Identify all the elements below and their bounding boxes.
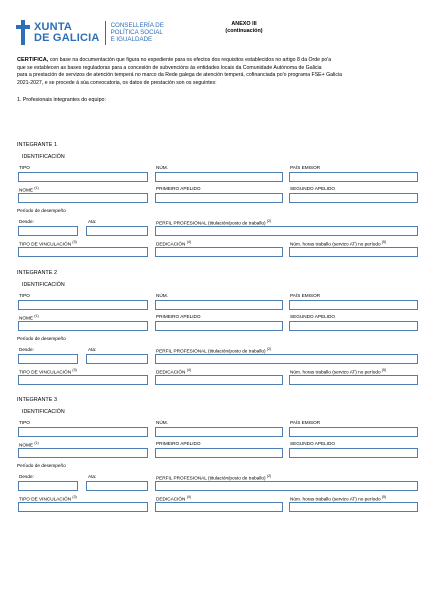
perfil-label-note: (2) — [266, 219, 272, 223]
integrante-title: INTEGRANTE 2 — [17, 270, 58, 276]
nome-label — [19, 186, 39, 193]
cert-line: para a prestación de servizos de atención temperá no marco da Rede galega de atención temperá, cofinanciada po'o programa FSE+ Galicia — [17, 72, 342, 79]
primeiro-apelido-field[interactable] — [155, 448, 283, 458]
primeiro-apelido-label-text: PRIMEIRO APELIDO — [156, 186, 201, 191]
tipo-field[interactable] — [18, 172, 148, 182]
identification-heading: IDENTIFICACIÓN — [22, 154, 65, 160]
periodo-label — [17, 208, 66, 213]
nome-field[interactable] — [18, 321, 148, 331]
num-label — [156, 293, 168, 298]
tipo-label-text: TIPO — [19, 293, 30, 298]
nome-label-note: (1) — [34, 314, 39, 318]
vinculacion-label-note: (3) — [72, 368, 77, 372]
ata-label-text: Ata: — [88, 474, 97, 479]
vinculacion-field[interactable] — [18, 375, 148, 385]
perfil-label — [156, 474, 271, 481]
primeiro-apelido-field[interactable] — [155, 193, 283, 203]
horas-label-note: (5) — [381, 495, 387, 499]
desde-field[interactable] — [18, 226, 78, 236]
vinculacion-label — [19, 240, 77, 247]
segundo-apelido-label — [290, 314, 335, 319]
vinculacion-field[interactable] — [18, 502, 148, 512]
tipo-label — [19, 293, 30, 298]
ata-field[interactable] — [86, 354, 148, 364]
pais-field[interactable] — [289, 427, 418, 437]
horas-label-note: (5) — [381, 368, 387, 372]
ata-label-text: Ata: — [88, 219, 97, 224]
dedicacion-field[interactable] — [155, 502, 283, 512]
nome-label-note: (1) — [34, 441, 39, 445]
ata-label-text: Ata: — [88, 347, 97, 352]
dedicacion-label-text: DEDICACIÓN — [156, 369, 186, 375]
nome-label-text: NOME — [19, 315, 34, 321]
tipo-field[interactable] — [18, 300, 148, 310]
segundo-apelido-field[interactable] — [289, 193, 418, 203]
pais-label-text: PAÍS EMISOR — [290, 165, 321, 170]
horas-label-text: Núm. horas traballo (servizo AT) no período — [290, 369, 381, 375]
num-label-text: NÚM. — [156, 420, 168, 425]
pais-label — [290, 420, 320, 425]
horas-label — [290, 240, 386, 247]
nome-field[interactable] — [18, 448, 148, 458]
perfil-field[interactable] — [155, 354, 418, 364]
desde-label — [19, 474, 34, 479]
vinculacion-label-note: (3) — [72, 240, 77, 244]
horas-label-text: Núm. horas traballo (servizo AT) no período — [290, 241, 381, 247]
logo-separator — [105, 21, 106, 45]
tipo-label — [19, 420, 30, 425]
vinculacion-label — [19, 368, 77, 375]
logo-department: CONSELLERÍA DE POLÍTICA SOCIAL E IGUALDADE — [110, 21, 164, 44]
tipo-label-text: TIPO — [19, 165, 30, 170]
tipo-label-text: TIPO — [19, 420, 30, 425]
dedicacion-label — [156, 495, 191, 502]
num-field[interactable] — [155, 427, 283, 437]
segundo-apelido-field[interactable] — [289, 448, 418, 458]
vinculacion-label-text: TIPO DE VINCULACIÓN — [19, 496, 72, 502]
dedicacion-label-note: (4) — [186, 495, 192, 499]
identification-heading: IDENTIFICACIÓN — [22, 282, 65, 288]
primeiro-apelido-label — [156, 186, 201, 191]
ata-label — [88, 347, 96, 352]
certification-text — [17, 57, 419, 87]
primeiro-apelido-field[interactable] — [155, 321, 283, 331]
pais-field[interactable] — [289, 172, 418, 182]
cert-line: con base na documentación que figura no expediente para os efectos dos requisitos establecidos no artigo 8 da Orde po'a — [48, 57, 332, 63]
pais-label — [290, 293, 320, 298]
ata-field[interactable] — [86, 226, 148, 236]
num-label — [156, 420, 168, 425]
periodo-label-text: Período de desempeño — [17, 208, 66, 213]
horas-field[interactable] — [289, 375, 418, 385]
segundo-apelido-label-text: SEGUNDO APELIDO — [290, 441, 336, 446]
horas-label — [290, 368, 386, 375]
desde-label — [19, 347, 34, 352]
horas-label — [290, 495, 386, 502]
cert-line: 2021-2027, e se procede á súa convocatoria, os datos de prestación son os seguintes: — [17, 79, 217, 86]
ata-field[interactable] — [86, 481, 148, 491]
perfil-field[interactable] — [155, 226, 418, 236]
primeiro-apelido-label — [156, 314, 201, 319]
segundo-apelido-label-text: SEGUNDO APELIDO — [290, 186, 336, 191]
perfil-field[interactable] — [155, 481, 418, 491]
vinculacion-label-note: (3) — [72, 495, 77, 499]
segundo-apelido-label — [290, 186, 335, 191]
horas-field[interactable] — [289, 502, 418, 512]
perfil-label — [156, 347, 271, 354]
nome-label-text: NOME — [19, 442, 34, 448]
dedicacion-label-text: DEDICACIÓN — [156, 496, 186, 502]
vinculacion-field[interactable] — [18, 247, 148, 257]
vinculacion-label — [19, 495, 77, 502]
dedicacion-label-text: DEDICACIÓN — [156, 241, 186, 247]
perfil-label-text: PERFIL PROFESIONAL (titulación/posto de traballo) — [156, 348, 266, 354]
annex-subtitle: (continuación) — [225, 28, 263, 34]
desde-label — [19, 219, 34, 224]
identification-heading: IDENTIFICACIÓN — [22, 409, 65, 415]
nome-label-note: (1) — [34, 186, 39, 190]
vinculacion-label-text: TIPO DE VINCULACIÓN — [19, 241, 72, 247]
periodo-label — [17, 336, 66, 341]
nome-label — [19, 441, 39, 448]
dedicacion-field[interactable] — [155, 247, 283, 257]
annex-heading — [212, 21, 276, 35]
segundo-apelido-label-text: SEGUNDO APELIDO — [290, 314, 336, 319]
nome-field[interactable] — [18, 193, 148, 203]
desde-label-text: Desde: — [19, 347, 34, 352]
num-field[interactable] — [155, 300, 283, 310]
ata-label — [88, 219, 96, 224]
dedicacion-label-note: (4) — [186, 240, 192, 244]
galicia-cross-icon — [16, 20, 30, 45]
num-field[interactable] — [155, 172, 283, 182]
periodo-label-text: Período de desempeño — [17, 336, 66, 341]
xunta-logo — [16, 20, 164, 45]
num-label-text: NÚM. — [156, 293, 168, 298]
pais-label — [290, 165, 320, 170]
section-title: 1. Profesionais integrantes do equipo: — [17, 97, 106, 103]
nome-label-text: NOME — [19, 187, 34, 193]
horas-label-text: Núm. horas traballo (servizo AT) no período — [290, 496, 381, 502]
perfil-label-text: PERFIL PROFESIONAL (titulación/posto de traballo) — [156, 220, 266, 226]
dedicacion-label — [156, 368, 191, 375]
num-label — [156, 165, 168, 170]
integrante-title: INTEGRANTE 3 — [17, 397, 58, 403]
nome-label — [19, 314, 39, 321]
annex-title: ANEXO III — [231, 21, 257, 27]
logo-main-text: XUNTA DE GALICIA — [34, 20, 100, 44]
vinculacion-label-text: TIPO DE VINCULACIÓN — [19, 369, 72, 375]
desde-field[interactable] — [18, 481, 78, 491]
num-label-text: NÚM. — [156, 165, 168, 170]
perfil-label-note: (2) — [266, 474, 272, 478]
segundo-apelido-field[interactable] — [289, 321, 418, 331]
horas-field[interactable] — [289, 247, 418, 257]
dedicacion-field[interactable] — [155, 375, 283, 385]
perfil-label — [156, 219, 271, 226]
ata-label — [88, 474, 96, 479]
perfil-label-text: PERFIL PROFESIONAL (titulación/posto de traballo) — [156, 475, 266, 481]
pais-field[interactable] — [289, 300, 418, 310]
desde-field[interactable] — [18, 354, 78, 364]
periodo-label — [17, 463, 66, 468]
periodo-label-text: Período de desempeño — [17, 463, 66, 468]
desde-label-text: Desde: — [19, 219, 34, 224]
certification-lead: CERTIFICA, — [17, 57, 49, 63]
horas-label-note: (5) — [381, 240, 387, 244]
integrante-title: INTEGRANTE 1 — [17, 142, 58, 148]
primeiro-apelido-label-text: PRIMEIRO APELIDO — [156, 441, 201, 446]
desde-label-text: Desde: — [19, 474, 34, 479]
pais-label-text: PAÍS EMISOR — [290, 293, 321, 298]
perfil-label-note: (2) — [266, 347, 272, 351]
pais-label-text: PAÍS EMISOR — [290, 420, 321, 425]
segundo-apelido-label — [290, 441, 335, 446]
tipo-label — [19, 165, 30, 170]
primeiro-apelido-label — [156, 441, 201, 446]
dedicacion-label — [156, 240, 191, 247]
cert-line: que se establecen as bases reguladoras para a concesión de subvencións ás entidades locais da Comunidade Autónoma de Galicia — [17, 64, 322, 71]
primeiro-apelido-label-text: PRIMEIRO APELIDO — [156, 314, 201, 319]
dedicacion-label-note: (4) — [186, 368, 192, 372]
tipo-field[interactable] — [18, 427, 148, 437]
